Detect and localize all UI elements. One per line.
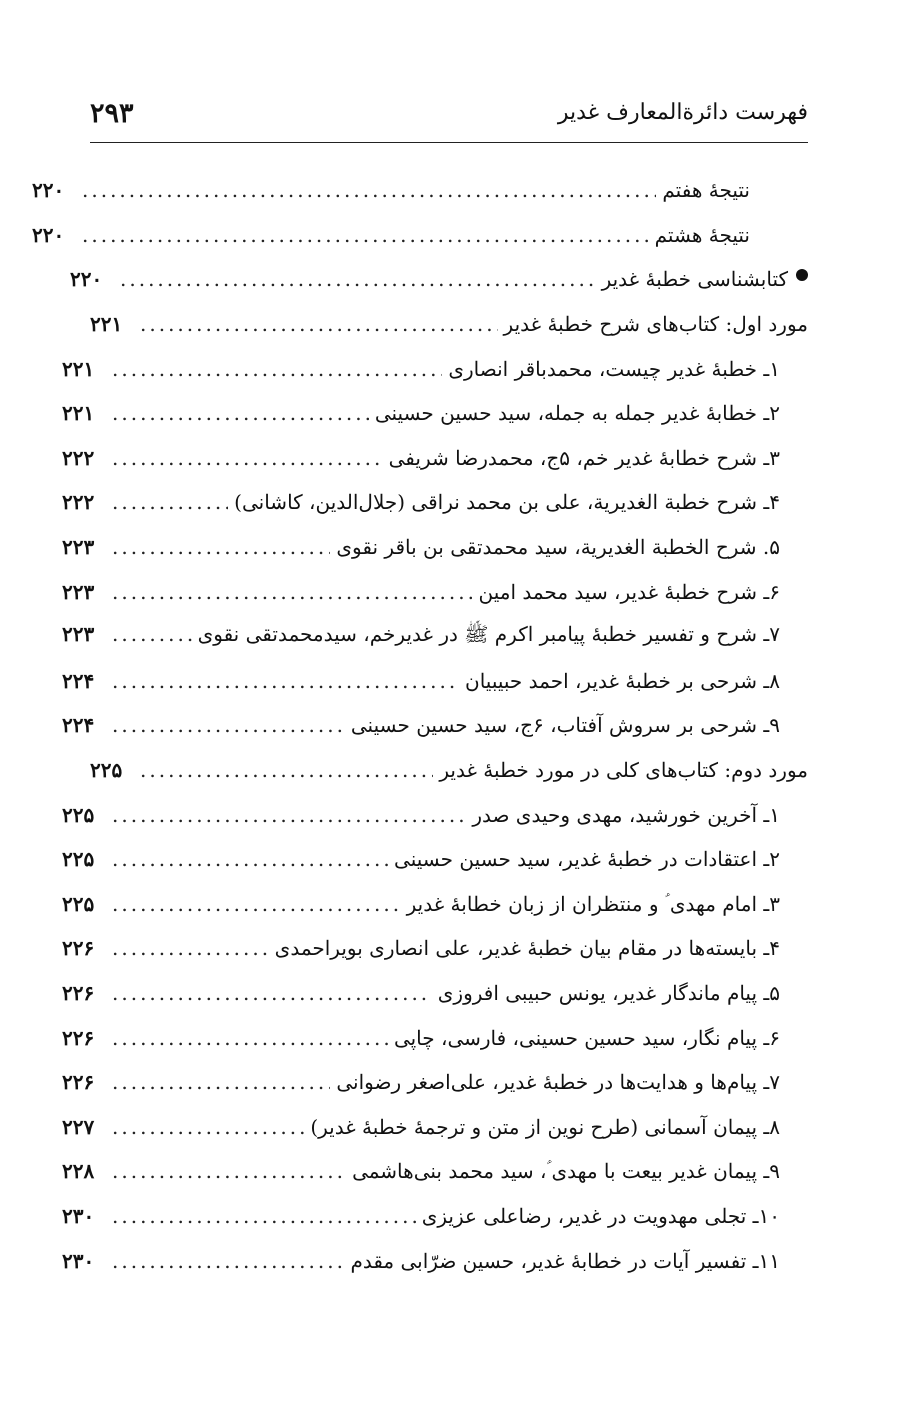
toc-entry-page: ۲۲۴	[62, 668, 95, 693]
toc-entry-page: ۲۲۳	[62, 579, 95, 604]
dot-leader	[112, 847, 388, 871]
dot-leader	[112, 669, 459, 693]
toc-entry-page: ۲۲۶	[62, 1025, 95, 1050]
toc-entry-title: ۶ـ شرح خطبهٔ غدیر، سید محمد امین	[478, 579, 780, 604]
toc-entry-page: ۲۲۶	[62, 936, 95, 961]
toc-entry-title: نتیجهٔ هشتم	[654, 222, 750, 247]
toc-entry-page: ۲۲۳	[62, 621, 95, 646]
toc-entry-page: ۲۲۶	[62, 980, 95, 1005]
toc-entry	[62, 792, 808, 837]
toc-entry	[62, 346, 808, 391]
toc-entry	[62, 436, 808, 481]
toc-entry-page: ۲۲۲	[62, 490, 95, 515]
toc-entry-title: مورد اول: کتاب‌های شرح خطبهٔ غدیر	[503, 312, 808, 337]
toc-entry-page: ۲۲۱	[62, 401, 95, 426]
dot-leader	[112, 401, 369, 425]
page-header	[90, 96, 808, 138]
toc-entry	[62, 1060, 808, 1105]
dot-leader	[82, 178, 656, 202]
dot-leader	[112, 1115, 304, 1139]
toc-entry	[62, 1015, 808, 1060]
dot-leader	[112, 1026, 388, 1050]
dot-leader	[112, 446, 383, 470]
toc-entry-page: ۲۲۴	[62, 713, 95, 738]
toc-subsection-entry	[90, 748, 808, 793]
toc-entry-page: ۲۳۰	[62, 1203, 95, 1228]
dot-leader	[112, 622, 192, 646]
toc-entry-title: ۵ـ پیام ماندگار غدیر، یونس حبیبی افروزی	[437, 980, 780, 1005]
header-rule	[90, 142, 808, 143]
dot-leader	[82, 223, 649, 247]
toc-entry-page: ۲۲۸	[62, 1159, 95, 1184]
toc-entry-title: ۲ـ اعتقادات در خطبهٔ غدیر، سید حسین حسینی	[394, 847, 780, 872]
toc-entry-title: ۸ـ شرحی بر خطبهٔ غدیر، احمد حبیبیان	[465, 668, 780, 693]
toc-entry	[62, 1149, 808, 1194]
toc-entry-page: ۲۲۰	[32, 178, 65, 203]
dot-leader	[112, 1204, 416, 1228]
dot-leader	[112, 1070, 330, 1094]
dot-leader	[120, 267, 596, 291]
toc-entry-title: مورد دوم: کتاب‌های کلی در مورد خطبهٔ غدیر	[439, 758, 808, 783]
toc-entry	[62, 703, 808, 748]
toc-entry	[62, 882, 808, 927]
dot-leader	[112, 803, 466, 827]
dot-leader	[112, 490, 228, 514]
toc-entry	[62, 480, 808, 525]
page-number: ۲۹۳	[90, 98, 134, 129]
dot-leader	[112, 580, 472, 604]
toc-entry	[62, 525, 808, 570]
toc-entry-page: ۲۲۵	[90, 758, 123, 783]
toc-entry-page: ۲۲۲	[62, 445, 95, 470]
toc-entry-title: ۴ـ شرح خطبة الغدیریة، علی بن محمد نراقی (جلال‌الدین، کاشانی)	[234, 490, 780, 515]
dot-leader	[112, 713, 345, 737]
toc-entry	[62, 659, 808, 704]
toc-entry-page: ۲۲۱	[90, 312, 123, 337]
toc-entry-title: ۳ـ امام مهدی ؑ و منتظران از زبان خطابهٔ غدیر	[406, 891, 780, 916]
dot-leader	[112, 535, 330, 559]
toc-entry-title: ۲ـ خطابهٔ غدیر جمله به جمله، سید حسین حسینی	[374, 401, 780, 426]
toc-entry-page: ۲۲۳	[62, 535, 95, 560]
dot-leader	[112, 1249, 344, 1273]
toc-entry-title: ۱ـ آخرین خورشید، مهدی وحیدی صدر	[472, 802, 780, 827]
toc-entry-page: ۲۲۷	[62, 1114, 95, 1139]
toc-entry-title: ۶ـ پیام نگار، سید حسین حسینی، فارسی، چاپی	[393, 1025, 780, 1050]
toc-entry-title: ۴ـ بایسته‌ها در مقام بیان خطبهٔ غدیر، علی انصاری بویراحمدی	[274, 936, 780, 961]
dot-leader	[112, 1159, 346, 1183]
toc-entry	[62, 837, 808, 882]
dot-leader	[112, 981, 432, 1005]
toc-entry-page: ۲۲۵	[62, 847, 95, 872]
toc-entry-title: ۹ـ پیمان غدیر بیعت با مهدی ؑ، سید محمد بنی‌هاشمی	[352, 1159, 780, 1184]
toc-entry-title: ۱۰ـ تجلی مهدویت در غدیر، رضاعلی عزیزی	[421, 1203, 780, 1228]
toc-entry	[62, 569, 808, 614]
dot-leader	[140, 312, 498, 336]
dot-leader	[112, 936, 269, 960]
toc-entry-title: ۷ـ پیام‌ها و هدایت‌ها در خطبهٔ غدیر، علی‌اصغر رضوانی	[336, 1070, 780, 1095]
toc-entry	[62, 1238, 808, 1283]
toc-entry-title: ۵. شرح الخطبة الغدیریة، سید محمدتقی بن باقر نقوی	[336, 535, 780, 560]
toc-entry-page: ۲۳۰	[62, 1248, 95, 1273]
toc-entry	[62, 971, 808, 1016]
toc-entry	[32, 168, 808, 213]
dot-leader	[112, 892, 401, 916]
toc-entry-title: ۳ـ شرح خطابهٔ غدیر خم، ۵ج، محمدرضا شریفی	[388, 445, 780, 470]
toc-entry-page: ۲۲۰	[32, 222, 65, 247]
toc-entry-title: ۸ـ پیمان آسمانی (طرح نوین از متن و ترجمهٔ خطبهٔ غدیر)	[310, 1114, 780, 1139]
toc-entry-page: ۲۲۰	[70, 267, 103, 292]
dot-leader	[112, 357, 442, 381]
toc-entry-title: ۹ـ شرحی بر سروش آفتاب، ۶ج، سید حسین حسینی	[350, 713, 780, 738]
toc-section-entry	[70, 257, 808, 302]
dot-leader	[140, 758, 433, 782]
toc-entry-title: کتابشناسی خطبهٔ غدیر	[601, 267, 788, 292]
toc-entry	[62, 391, 808, 436]
toc-subsection-entry	[90, 302, 808, 347]
toc-entry-title: ۱۱ـ تفسیر آیات در خطابهٔ غدیر، حسین ضرّابی مقدم	[350, 1248, 780, 1273]
table-of-contents	[32, 168, 808, 1283]
toc-entry-page: ۲۲۵	[62, 802, 95, 827]
toc-entry-page: ۲۲۱	[62, 356, 95, 381]
toc-entry	[62, 1194, 808, 1239]
toc-entry-title: نتیجهٔ هفتم	[662, 178, 750, 203]
toc-entry-title: ۷ـ شرح و تفسیر خطبهٔ پیامبر اکرم ﷺ در غدیرخم، سیدمحمدتقی نقوی	[197, 621, 780, 646]
toc-entry-title: ۱ـ خطبهٔ غدیر چیست، محمدباقر انصاری	[448, 356, 780, 381]
toc-entry	[62, 1104, 808, 1149]
toc-entry	[62, 614, 808, 659]
toc-entry-page: ۲۲۶	[62, 1070, 95, 1095]
toc-entry	[32, 213, 808, 258]
running-title: فهرست دائرةالمعارف غدیر	[557, 100, 808, 125]
toc-entry	[62, 926, 808, 971]
toc-entry-page: ۲۲۵	[62, 891, 95, 916]
